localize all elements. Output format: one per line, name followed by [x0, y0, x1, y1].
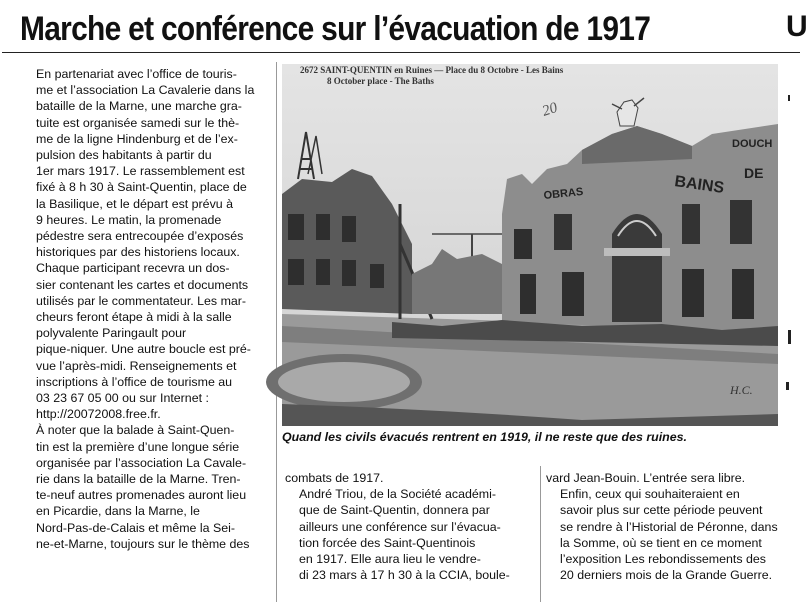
text-line: la Somme, où se tient en ce moment: [560, 535, 762, 550]
text-line: savoir plus sur cette période peuvent: [560, 503, 763, 518]
column-divider: [540, 466, 541, 602]
print-speck: [788, 330, 791, 344]
text-line: 1er mars 1917. Le rassemblement est: [36, 164, 245, 179]
text-line: cheurs feront étape à midi à la salle: [36, 310, 232, 325]
postcard-subheader: 8 October place - The Baths: [327, 76, 434, 86]
photo-sign-left: OBRAS: [543, 185, 584, 202]
photo-sign-top: DOUCH: [732, 138, 773, 150]
text-line: inscriptions à l’office de tourisme au: [36, 374, 233, 389]
text-line: di 23 mars à 17 h 30 à la CCIA, boule-: [299, 568, 510, 583]
text-line: vard Jean-Bouin. L’entrée sera libre.: [546, 471, 746, 485]
text-line: 9 heures. Le matin, la promenade: [36, 212, 222, 227]
text-line: Nord-Pas-de-Calais et même la Sei-: [36, 520, 236, 535]
text-line: Chaque participant recevra un dos-: [36, 261, 230, 276]
text-line: http://20072008.free.fr.: [36, 407, 161, 422]
text-line: se rendre à l’Historial de Péronne, dans: [560, 519, 778, 534]
photo-caption: Quand les civils évacués rentrent en 1919, il ne reste que des ruines.: [282, 430, 687, 444]
paragraph: [546, 470, 782, 486]
text-line: pique-niquer. Une autre boucle est pré-: [36, 342, 251, 357]
print-speck: [788, 95, 790, 101]
ruins-postcard-image: [282, 64, 778, 426]
postcard-header: 2672 SAINT-QUENTIN en Ruines — Place du 8 Octobre - Les Bains: [300, 65, 564, 75]
handwritten-mark: 20: [540, 99, 560, 120]
paragraph: [546, 486, 782, 583]
photo-printer-mark: H.C.: [730, 383, 753, 397]
column-divider: [276, 62, 277, 602]
text-line: que de Saint-Quentin, donnera par: [299, 503, 490, 518]
text-line: André Triou, de la Société académi-: [299, 487, 496, 502]
text-line: me et l’association La Cavalerie dans la: [36, 83, 255, 98]
headline-rule: [2, 52, 800, 53]
adjacent-article-fragment: U: [786, 10, 808, 43]
text-line: utilisés par le commentateur. Les mar-: [36, 293, 247, 308]
text-line: tuite est organisée samedi sur le thè-: [36, 115, 240, 130]
photo-sign-bains: BAINS: [673, 173, 726, 197]
historical-photo: [282, 64, 778, 426]
text-line: Enfin, ceux qui souhaiteraient en: [560, 487, 740, 502]
text-line: 20 derniers mois de la Grande Guerre.: [560, 568, 773, 583]
text-line: À noter que la balade à Saint-Quen-: [36, 423, 235, 438]
text-line: me de la ligne Hindenburg et de l’ex-: [36, 131, 238, 146]
text-line: rie dans la bataille de la Marne. Tren-: [36, 472, 241, 487]
text-line: te-neuf autres promenades auront lieu: [36, 488, 247, 503]
text-line: l’exposition Les rebondissements des: [560, 552, 766, 567]
text-line: polyvalente Paringault pour: [36, 326, 187, 341]
text-column-1: [22, 66, 269, 552]
text-line: combats de 1917.: [285, 471, 384, 485]
article-headline: Marche et conférence sur l’évacuation de 1917: [20, 10, 651, 48]
text-line: fixé à 8 h 30 à Saint-Quentin, place de: [36, 180, 247, 195]
paragraph: [22, 260, 269, 422]
text-line: historiques par des historiens locaux.: [36, 245, 240, 260]
text-line: en Picardie, dans la Marne, le: [36, 504, 200, 519]
text-line: organisée par l’association La Cavale-: [36, 455, 247, 470]
photo-sign-de: DE: [744, 165, 764, 181]
text-line: pulsion des habitants à partir du: [36, 148, 212, 163]
paragraph: [285, 470, 533, 486]
text-line: bataille de la Marne, une marche gra-: [36, 99, 242, 114]
text-line: en 1917. Elle aura lieu le vendre-: [299, 552, 481, 567]
print-speck: [786, 382, 789, 390]
text-column-2: [285, 470, 533, 583]
text-line: tion forcée des Saint-Quentinois: [299, 535, 476, 550]
text-line: vue l’après-midi. Renseignements et: [36, 358, 237, 373]
text-line: En partenariat avec l’office de touris-: [36, 67, 237, 81]
text-line: sier contenant les cartes et documents: [36, 277, 249, 292]
text-line: ne-et-Marne, toujours sur le thème des: [36, 536, 250, 551]
paragraph: [22, 422, 269, 552]
text-line: pédestre sera entrecoupée d’exposés: [36, 229, 244, 244]
text-line: 03 23 67 05 00 ou sur Internet :: [36, 391, 209, 406]
text-line: tin est la première d’une longue série: [36, 439, 240, 454]
paragraph: [22, 66, 269, 260]
paragraph: [285, 486, 533, 583]
text-column-3: [546, 470, 782, 583]
text-line: la Basilique, et le départ est prévu à: [36, 196, 233, 211]
text-line: ailleurs une conférence sur l’évacua-: [299, 519, 501, 534]
